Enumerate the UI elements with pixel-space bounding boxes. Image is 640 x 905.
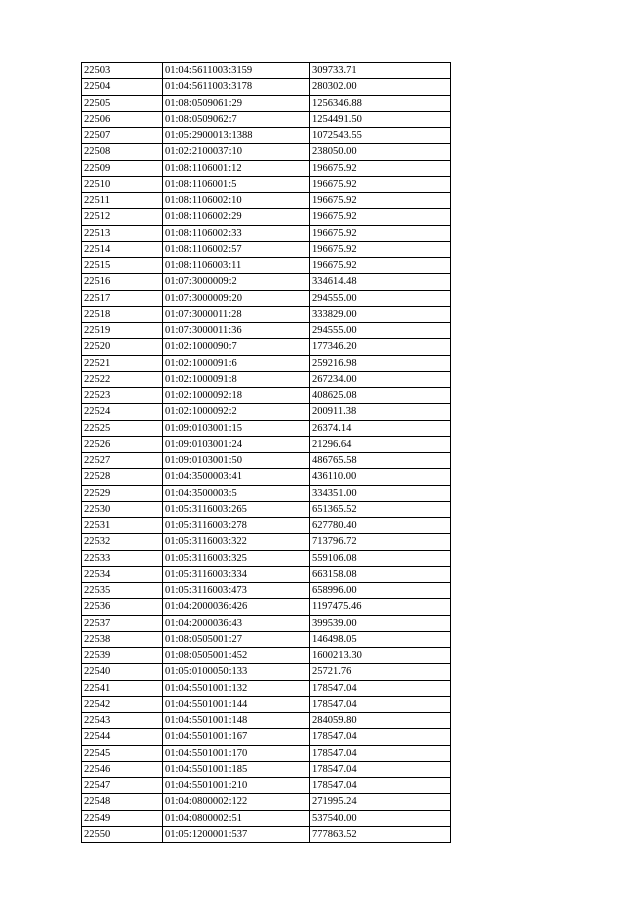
table-row <box>82 631 451 647</box>
cadastral-number-cell: 01:07:3000011:36 <box>163 323 310 339</box>
row-number-cell: 22510 <box>82 176 163 192</box>
value-cell: 1072543.55 <box>310 128 451 144</box>
row-number-cell: 22503 <box>82 63 163 79</box>
table-row <box>82 469 451 485</box>
table-row <box>82 290 451 306</box>
row-number-cell: 22538 <box>82 631 163 647</box>
value-cell: 486765.58 <box>310 453 451 469</box>
table-row <box>82 355 451 371</box>
value-cell: 537540.00 <box>310 810 451 826</box>
cadastral-number-cell: 01:04:0800002:51 <box>163 810 310 826</box>
value-cell: 146498.05 <box>310 631 451 647</box>
table-row <box>82 241 451 257</box>
cadastral-number-cell: 01:04:2000036:43 <box>163 615 310 631</box>
value-cell: 777863.52 <box>310 826 451 842</box>
table-row <box>82 761 451 777</box>
row-number-cell: 22533 <box>82 550 163 566</box>
cadastral-number-cell: 01:04:5611003:3178 <box>163 79 310 95</box>
value-cell: 178547.04 <box>310 778 451 794</box>
row-number-cell: 22508 <box>82 144 163 160</box>
row-number-cell: 22546 <box>82 761 163 777</box>
cadastral-number-cell: 01:08:1106003:11 <box>163 258 310 274</box>
cadastral-number-cell: 01:07:3000009:20 <box>163 290 310 306</box>
row-number-cell: 22511 <box>82 193 163 209</box>
cadastral-number-cell: 01:02:1000091:6 <box>163 355 310 371</box>
table-row <box>82 209 451 225</box>
cadastral-number-cell: 01:04:3500003:5 <box>163 485 310 501</box>
row-number-cell: 22531 <box>82 518 163 534</box>
table-row <box>82 79 451 95</box>
table-row <box>82 583 451 599</box>
table-row <box>82 696 451 712</box>
row-number-cell: 22520 <box>82 339 163 355</box>
value-cell: 177346.20 <box>310 339 451 355</box>
row-number-cell: 22519 <box>82 323 163 339</box>
cadastral-number-cell: 01:04:5501001:144 <box>163 696 310 712</box>
row-number-cell: 22516 <box>82 274 163 290</box>
table-row <box>82 160 451 176</box>
row-number-cell: 22525 <box>82 420 163 436</box>
cadastral-number-cell: 01:08:1106001:12 <box>163 160 310 176</box>
value-cell: 1254491.50 <box>310 111 451 127</box>
value-cell: 178547.04 <box>310 745 451 761</box>
cadastral-number-cell: 01:05:3116003:473 <box>163 583 310 599</box>
value-cell: 271995.24 <box>310 794 451 810</box>
row-number-cell: 22529 <box>82 485 163 501</box>
value-cell: 284059.80 <box>310 713 451 729</box>
row-number-cell: 22517 <box>82 290 163 306</box>
value-cell: 196675.92 <box>310 225 451 241</box>
table-row <box>82 323 451 339</box>
row-number-cell: 22550 <box>82 826 163 842</box>
cadastral-number-cell: 01:07:3000009:2 <box>163 274 310 290</box>
value-cell: 280302.00 <box>310 79 451 95</box>
table-row <box>82 371 451 387</box>
table-row <box>82 111 451 127</box>
row-number-cell: 22542 <box>82 696 163 712</box>
cadastral-number-cell: 01:05:3116003:265 <box>163 501 310 517</box>
table-row <box>82 420 451 436</box>
value-cell: 627780.40 <box>310 518 451 534</box>
table-row <box>82 453 451 469</box>
table-row <box>82 599 451 615</box>
cadastral-number-cell: 01:04:5501001:170 <box>163 745 310 761</box>
value-cell: 663158.08 <box>310 566 451 582</box>
cadastral-number-cell: 01:04:0800002:122 <box>163 794 310 810</box>
cadastral-number-cell: 01:02:1000092:2 <box>163 404 310 420</box>
value-cell: 200911.38 <box>310 404 451 420</box>
table-row <box>82 388 451 404</box>
cadastral-number-cell: 01:05:3116003:278 <box>163 518 310 534</box>
value-cell: 651365.52 <box>310 501 451 517</box>
row-number-cell: 22537 <box>82 615 163 631</box>
row-number-cell: 22524 <box>82 404 163 420</box>
value-cell: 713796.72 <box>310 534 451 550</box>
table-body <box>82 63 451 843</box>
cadastral-number-cell: 01:08:0509062:7 <box>163 111 310 127</box>
table-row <box>82 306 451 322</box>
cadastral-number-cell: 01:08:1106002:29 <box>163 209 310 225</box>
value-cell: 658996.00 <box>310 583 451 599</box>
row-number-cell: 22532 <box>82 534 163 550</box>
cadastral-number-cell: 01:09:0103001:24 <box>163 436 310 452</box>
row-number-cell: 22526 <box>82 436 163 452</box>
row-number-cell: 22547 <box>82 778 163 794</box>
table-row <box>82 501 451 517</box>
cadastral-number-cell: 01:08:0505001:452 <box>163 648 310 664</box>
row-number-cell: 22548 <box>82 794 163 810</box>
row-number-cell: 22515 <box>82 258 163 274</box>
row-number-cell: 22539 <box>82 648 163 664</box>
value-cell: 399539.00 <box>310 615 451 631</box>
value-cell: 238050.00 <box>310 144 451 160</box>
row-number-cell: 22513 <box>82 225 163 241</box>
value-cell: 294555.00 <box>310 323 451 339</box>
row-number-cell: 22506 <box>82 111 163 127</box>
cadastral-number-cell: 01:04:5611003:3159 <box>163 63 310 79</box>
cadastral-number-cell: 01:04:2000036:426 <box>163 599 310 615</box>
value-cell: 26374.14 <box>310 420 451 436</box>
value-cell: 178547.04 <box>310 680 451 696</box>
table-row <box>82 485 451 501</box>
cadastral-number-cell: 01:02:1000090:7 <box>163 339 310 355</box>
cadastral-number-cell: 01:05:2900013:1388 <box>163 128 310 144</box>
table-row <box>82 274 451 290</box>
table-row <box>82 680 451 696</box>
cadastral-number-cell: 01:09:0103001:50 <box>163 453 310 469</box>
value-cell: 196675.92 <box>310 209 451 225</box>
cadastral-number-cell: 01:08:0509061:29 <box>163 95 310 111</box>
value-cell: 1600213.30 <box>310 648 451 664</box>
cadastral-number-cell: 01:04:5501001:210 <box>163 778 310 794</box>
value-cell: 178547.04 <box>310 729 451 745</box>
row-number-cell: 22504 <box>82 79 163 95</box>
row-number-cell: 22535 <box>82 583 163 599</box>
row-number-cell: 22545 <box>82 745 163 761</box>
value-cell: 294555.00 <box>310 290 451 306</box>
value-cell: 559106.08 <box>310 550 451 566</box>
table-row <box>82 615 451 631</box>
data-table <box>81 62 451 843</box>
table-row <box>82 534 451 550</box>
cadastral-number-cell: 01:04:3500003:41 <box>163 469 310 485</box>
row-number-cell: 22523 <box>82 388 163 404</box>
cadastral-number-cell: 01:04:5501001:185 <box>163 761 310 777</box>
cadastral-number-cell: 01:08:0505001:27 <box>163 631 310 647</box>
row-number-cell: 22534 <box>82 566 163 582</box>
cadastral-number-cell: 01:07:3000011:28 <box>163 306 310 322</box>
table-row <box>82 550 451 566</box>
row-number-cell: 22521 <box>82 355 163 371</box>
value-cell: 334614.48 <box>310 274 451 290</box>
cadastral-number-cell: 01:08:1106002:57 <box>163 241 310 257</box>
value-cell: 196675.92 <box>310 258 451 274</box>
row-number-cell: 22512 <box>82 209 163 225</box>
cadastral-number-cell: 01:02:1000092:18 <box>163 388 310 404</box>
value-cell: 1197475.46 <box>310 599 451 615</box>
table-row <box>82 826 451 842</box>
value-cell: 178547.04 <box>310 761 451 777</box>
value-cell: 267234.00 <box>310 371 451 387</box>
cadastral-number-cell: 01:08:1106002:10 <box>163 193 310 209</box>
table-row <box>82 778 451 794</box>
value-cell: 196675.92 <box>310 241 451 257</box>
cadastral-number-cell: 01:09:0103001:15 <box>163 420 310 436</box>
value-cell: 408625.08 <box>310 388 451 404</box>
table-row <box>82 258 451 274</box>
cadastral-number-cell: 01:05:3116003:325 <box>163 550 310 566</box>
cadastral-number-cell: 01:05:0100050:133 <box>163 664 310 680</box>
table-row <box>82 63 451 79</box>
value-cell: 259216.98 <box>310 355 451 371</box>
value-cell: 196675.92 <box>310 193 451 209</box>
cadastral-number-cell: 01:04:5501001:132 <box>163 680 310 696</box>
row-number-cell: 22514 <box>82 241 163 257</box>
value-cell: 178547.04 <box>310 696 451 712</box>
table-row <box>82 225 451 241</box>
table-row <box>82 128 451 144</box>
cadastral-number-cell: 01:05:1200001:537 <box>163 826 310 842</box>
table-row <box>82 176 451 192</box>
cadastral-number-cell: 01:05:3116003:334 <box>163 566 310 582</box>
table-row <box>82 648 451 664</box>
table-row <box>82 745 451 761</box>
table-row <box>82 810 451 826</box>
row-number-cell: 22540 <box>82 664 163 680</box>
row-number-cell: 22541 <box>82 680 163 696</box>
table-row <box>82 193 451 209</box>
table-row <box>82 339 451 355</box>
table-row <box>82 794 451 810</box>
value-cell: 25721.76 <box>310 664 451 680</box>
table-row <box>82 566 451 582</box>
table-row <box>82 518 451 534</box>
table-row <box>82 664 451 680</box>
row-number-cell: 22530 <box>82 501 163 517</box>
cadastral-number-cell: 01:08:1106002:33 <box>163 225 310 241</box>
cadastral-number-cell: 01:08:1106001:5 <box>163 176 310 192</box>
table-row <box>82 436 451 452</box>
value-cell: 196675.92 <box>310 160 451 176</box>
value-cell: 436110.00 <box>310 469 451 485</box>
row-number-cell: 22536 <box>82 599 163 615</box>
row-number-cell: 22549 <box>82 810 163 826</box>
row-number-cell: 22522 <box>82 371 163 387</box>
row-number-cell: 22507 <box>82 128 163 144</box>
cadastral-number-cell: 01:02:2100037:10 <box>163 144 310 160</box>
cadastral-number-cell: 01:02:1000091:8 <box>163 371 310 387</box>
table-row <box>82 713 451 729</box>
value-cell: 333829.00 <box>310 306 451 322</box>
value-cell: 1256346.88 <box>310 95 451 111</box>
value-cell: 21296.64 <box>310 436 451 452</box>
row-number-cell: 22528 <box>82 469 163 485</box>
table-row <box>82 144 451 160</box>
row-number-cell: 22544 <box>82 729 163 745</box>
row-number-cell: 22527 <box>82 453 163 469</box>
value-cell: 196675.92 <box>310 176 451 192</box>
cadastral-number-cell: 01:04:5501001:167 <box>163 729 310 745</box>
value-cell: 309733.71 <box>310 63 451 79</box>
row-number-cell: 22518 <box>82 306 163 322</box>
table-row <box>82 729 451 745</box>
row-number-cell: 22543 <box>82 713 163 729</box>
cadastral-number-cell: 01:05:3116003:322 <box>163 534 310 550</box>
cadastral-number-cell: 01:04:5501001:148 <box>163 713 310 729</box>
value-cell: 334351.00 <box>310 485 451 501</box>
row-number-cell: 22509 <box>82 160 163 176</box>
table-row <box>82 404 451 420</box>
row-number-cell: 22505 <box>82 95 163 111</box>
table-row <box>82 95 451 111</box>
